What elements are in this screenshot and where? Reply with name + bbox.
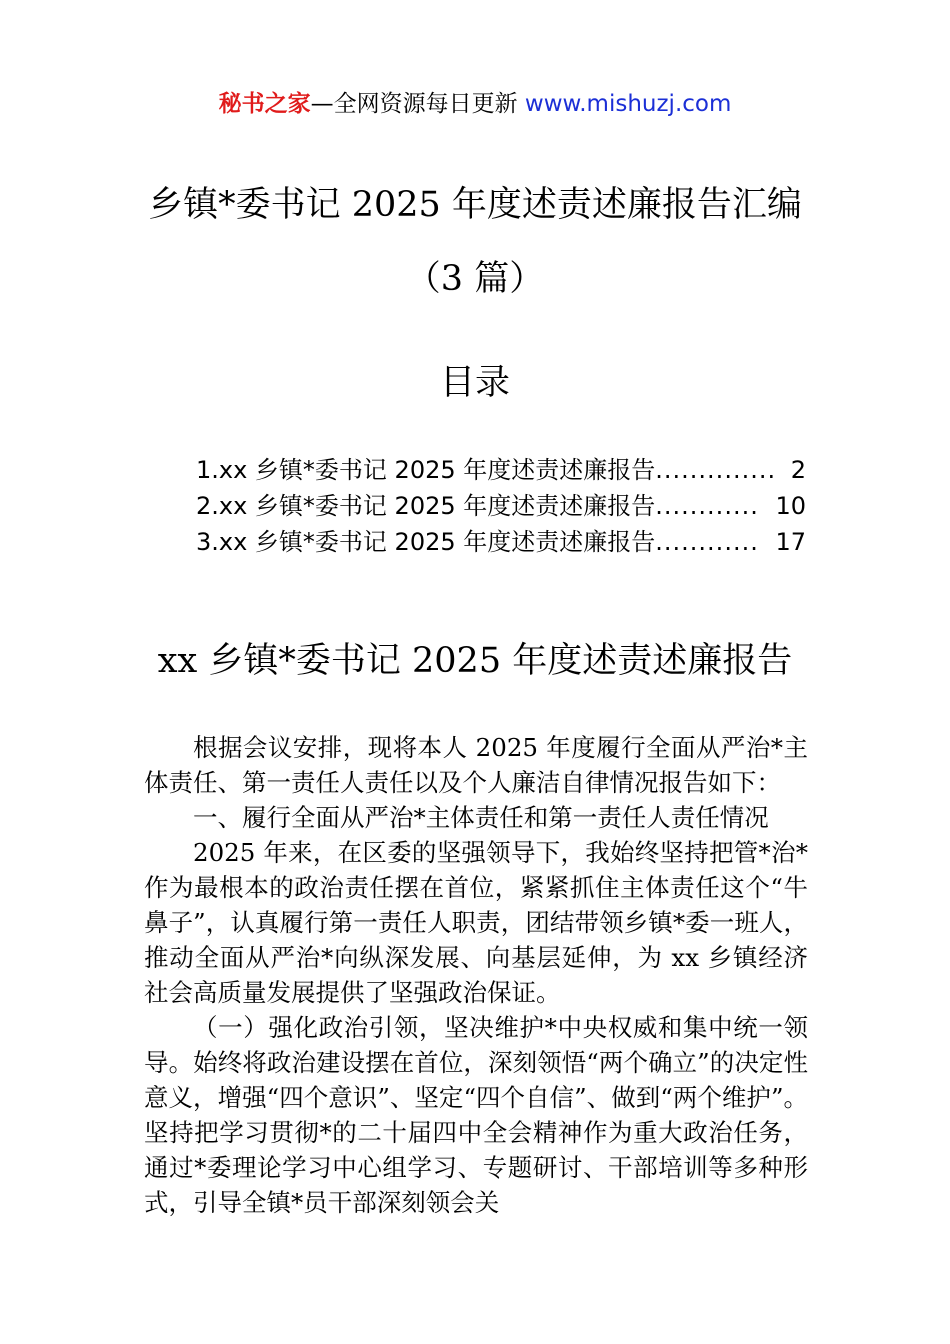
paragraph: 2025 年来，在区委的坚强领导下，我始终坚持把管*治*作为最根本的政治责任摆在首位，紧紧抓住主体责任这个“牛鼻子”，认真履行第一责任人职责，团结带领乡镇*委一班人，推动全面从严治*向纵深发展、向基层延伸，为 xx 乡镇经济社会高质量发展提供了坚强政治保证。 bbox=[144, 838, 808, 1007]
table-of-contents bbox=[196, 452, 806, 560]
toc-item-text: 1.xx 乡镇*委书记 2025 年度述责述廉报告 bbox=[196, 456, 656, 484]
toc-leader-dots: .............. bbox=[655, 456, 777, 484]
toc-heading: 目录 bbox=[439, 363, 510, 403]
toc-leader-dots: ............ bbox=[655, 528, 759, 556]
toc-item-text: 3.xx 乡镇*委书记 2025 年度述责述廉报告 bbox=[196, 528, 656, 556]
site-header bbox=[0, 86, 950, 122]
header-tagline: 全网资源每日更新 bbox=[333, 91, 525, 117]
paragraph-intro: 根据会议安排，现将本人 2025 年度履行全面从严治*主体责任、第一责任人责任以及个人廉洁自律情况报告如下： bbox=[144, 733, 808, 797]
toc-item[interactable] bbox=[196, 452, 806, 488]
document-subtitle: （3 篇） bbox=[405, 259, 545, 299]
toc-item-text: 2.xx 乡镇*委书记 2025 年度述责述廉报告 bbox=[196, 492, 656, 520]
toc-item[interactable] bbox=[196, 488, 806, 524]
site-url-link[interactable]: www.mishuzj.com bbox=[524, 91, 732, 117]
toc-page-number: 17 bbox=[775, 528, 806, 556]
toc-page-number: 10 bbox=[775, 492, 806, 520]
toc-leader-dots: ............ bbox=[655, 492, 759, 520]
report-body bbox=[144, 730, 808, 1220]
toc-item[interactable] bbox=[196, 524, 806, 560]
brand-name: 秘书之家 bbox=[218, 91, 311, 117]
toc-page-number: 2 bbox=[790, 456, 806, 484]
paragraph: （一）强化政治引领，坚决维护*中央权威和集中统一领导。始终将政治建设摆在首位，深刻领悟“两个确立”的决定性意义，增强“四个意识”、坚定“四个自信”、做到“两个维护”。坚持把学习贯彻*的二十届四中全会精神作为重大政治任务，通过*委理论学习中心组学习、专题研讨、干部培训等多种形式，引导全镇*员干部深刻领会关 bbox=[144, 1013, 808, 1217]
document-title: 乡镇*委书记 2025 年度述责述廉报告汇编 bbox=[148, 185, 802, 225]
header-dash: — bbox=[310, 91, 334, 117]
section-title: xx 乡镇*委书记 2025 年度述责述廉报告 bbox=[157, 641, 793, 681]
paragraph-heading: 一、履行全面从严治*主体责任和第一责任人责任情况 bbox=[193, 803, 769, 832]
